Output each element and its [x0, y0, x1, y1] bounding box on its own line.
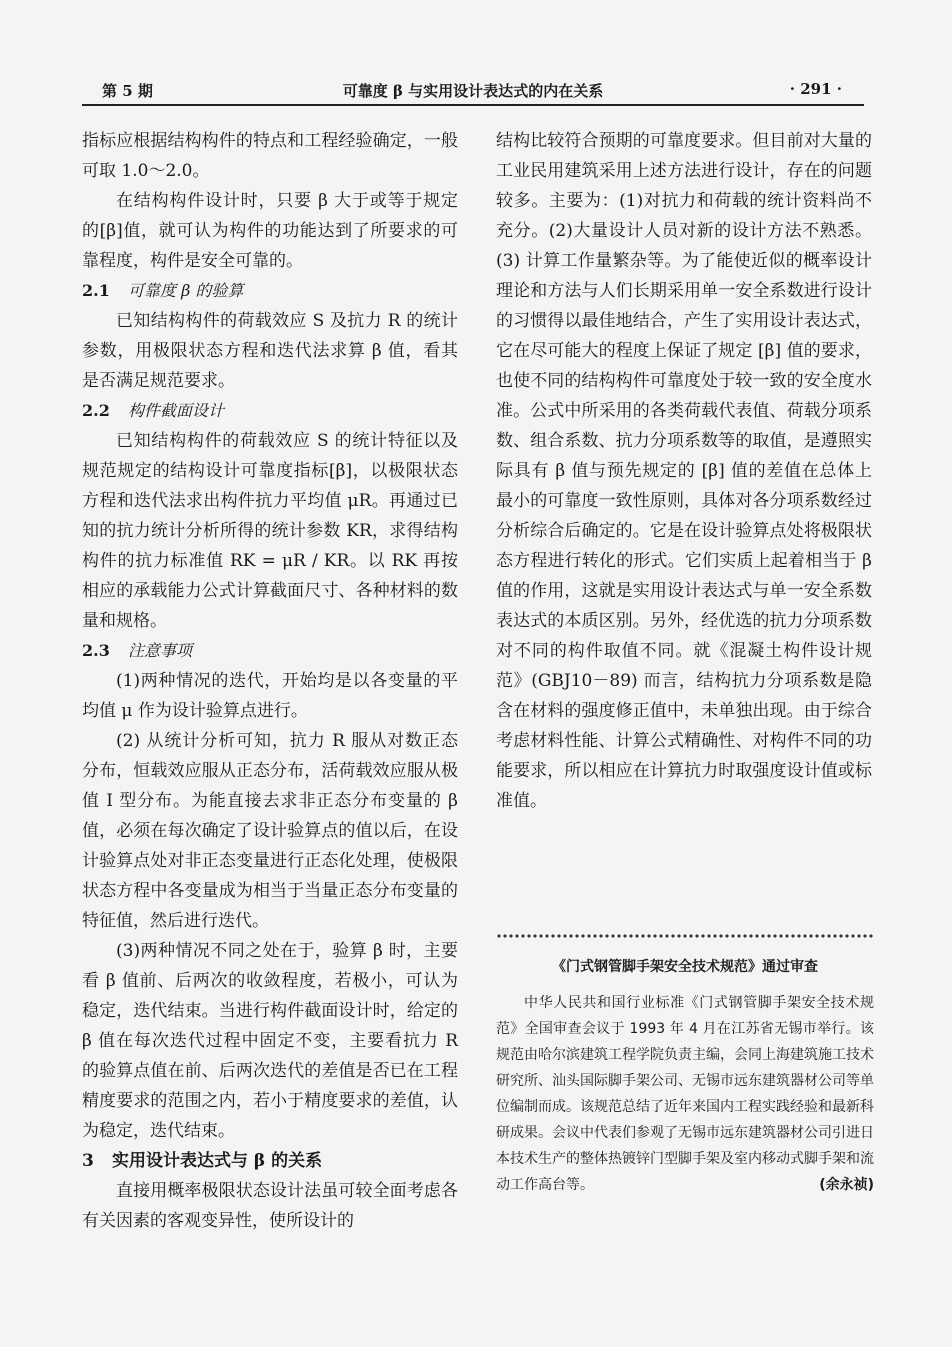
- notice-title: 《门式钢管脚手架安全技术规范》通过审查: [552, 959, 818, 975]
- paragraph: (1)两种情况的迭代，开始均是以各变量的平均值 μ 作为设计验算点进行。: [82, 671, 458, 721]
- paragraph: 已知结构构件的荷载效应 S 的统计特征以及规范规定的结构设计可靠度指标[β]，以极限状态方程和迭代法求出构件抗力平均值 μR。再通过已知的抗力统计分析所得的统计参数 KR，求得结构构件的抗力标准值 RK = μR / KR。以 RK 再按相应的承载能力公式计算截面尺寸、各种材料的数量和规格。: [82, 431, 458, 631]
- running-title: 可靠度 β 与实用设计表达式的内在关系: [342, 82, 604, 100]
- section-title: 可靠度 β 的验算: [128, 281, 244, 300]
- section-title: 实用设计表达式与 β 的关系: [112, 1151, 323, 1171]
- page-number: · 291 ·: [789, 80, 842, 98]
- dotted-divider: [496, 933, 874, 939]
- notice-text: 中华人民共和国行业标准《门式钢管脚手架安全技术规范》全国审查会议于 1993 年 4 月在江苏省无锡市举行。该规范由哈尔滨建筑工程学院负责主编，会同上海建筑施工技术研究所、汕头国际脚手架公司、无锡市远东建筑器材公司等单位编制而成。该规范总结了近年来国内工程实践经验和最新科研成果。会议中代表们参观了无锡市远东建筑器材公司引进日本技术生产的整体热镀锌门型脚手架及室内移动式脚手架和流动工作高台等。: [496, 995, 874, 1193]
- paragraph: (3)两种情况不同之处在于，验算 β 时，主要看 β 值前、后两次的收敛程度，若极小，可认为稳定，迭代结束。当进行构件截面设计时，给定的 β 值在每次迭代过程中固定不变，主要看抗力 R 的验算点值在前、后两次迭代的差值是否已在工程精度要求的范围之内，若小于精度要求的差值，认为稳定，迭代结束。: [82, 941, 458, 1141]
- running-header: [82, 78, 864, 106]
- paragraph: 已知结构构件的荷载效应 S 及抗力 R 的统计参数，用极限状态方程和迭代法求算 β 值，看其是否满足规范要求。: [82, 311, 458, 391]
- section-heading-2-3: [82, 636, 458, 666]
- section-heading-2-2: [82, 396, 458, 426]
- section-number: 2.2: [82, 401, 110, 420]
- paragraph: 结构比较符合预期的可靠度要求。但目前对大量的工业民用建筑采用上述方法进行设计，存在的问题较多。主要为：(1)对抗力和荷载的统计资料尚不充分。(2)大量设计人员对新的设计方法不熟悉。(3) 计算工作量繁杂等。为了能使近似的概率设计理论和方法与人们长期采用单一安全系数进行设计的习惯得以最佳地结合，产生了实用设计表达式，它在尽可能大的程度上保证了规定 [β] 值的要求，也使不同的结构构件可靠度处于较一致的安全度水准。公式中所采用的各类荷载代表值、荷载分项系数、组合系数、抗力分项系数等的取值，是遵照实际具有 β 值与预先规定的 [β] 值的差值在总体上最小的可靠度一致性原则，具体对各分项系数经过分析综合后确定的。它是在设计验算点处将极限状态方程进行转化的形式。它们实质上起着相当于 β 值的作用，这就是实用设计表达式与单一安全系数表达式的本质区别。另外，经优选的抗力分项系数对不同的构件取值不同。就《混凝土构件设计规范》(GBJ10－89) 而言，结构抗力分项系数是隐含在材料的强度修正值中，未单独出现。由于综合考虑材料性能、计算公式精确性、对构件不同的功能要求，所以相应在计算抗力时取强度设计值或标准值。: [496, 131, 872, 811]
- section-title: 注意事项: [128, 641, 193, 660]
- right-column: [496, 126, 872, 816]
- paragraph: 在结构构件设计时，只要 β 大于或等于规定的[β]值，就可认为构件的功能达到了所要求的可靠程度，构件是安全可靠的。: [82, 191, 458, 271]
- section-number: 2.3: [82, 641, 110, 660]
- paragraph: 直接用概率极限状态设计法虽可较全面考虑各有关因素的客观变异性，使所设计的: [82, 1181, 458, 1231]
- paragraph: (2) 从统计分析可知，抗力 R 服从对数正态分布，恒载效应服从正态分布，活荷载效应服从极值 I 型分布。为能直接去求非正态分布变量的 β 值，必须在每次确定了设计验算点的值以后，在设计验算点处对非正态变量进行正态化处理，使极限状态方程中各变量成为相当于当量正态分布变量的特征值，然后进行迭代。: [82, 731, 458, 931]
- issue-number: 第 5 期: [102, 82, 153, 100]
- section-heading-2-1: [82, 276, 458, 306]
- section-heading-3: [82, 1146, 458, 1176]
- section-number: 2.1: [82, 281, 110, 300]
- notice-author: (余永祯): [819, 1177, 874, 1193]
- news-notice: [496, 956, 874, 1198]
- notice-body: [496, 990, 874, 1198]
- paragraph: 指标应根据结构构件的特点和工程经验确定，一般可取 1.0～2.0。: [82, 131, 458, 181]
- section-title: 构件截面设计: [128, 401, 225, 420]
- section-number: 3: [82, 1151, 94, 1171]
- left-column: [82, 126, 458, 1236]
